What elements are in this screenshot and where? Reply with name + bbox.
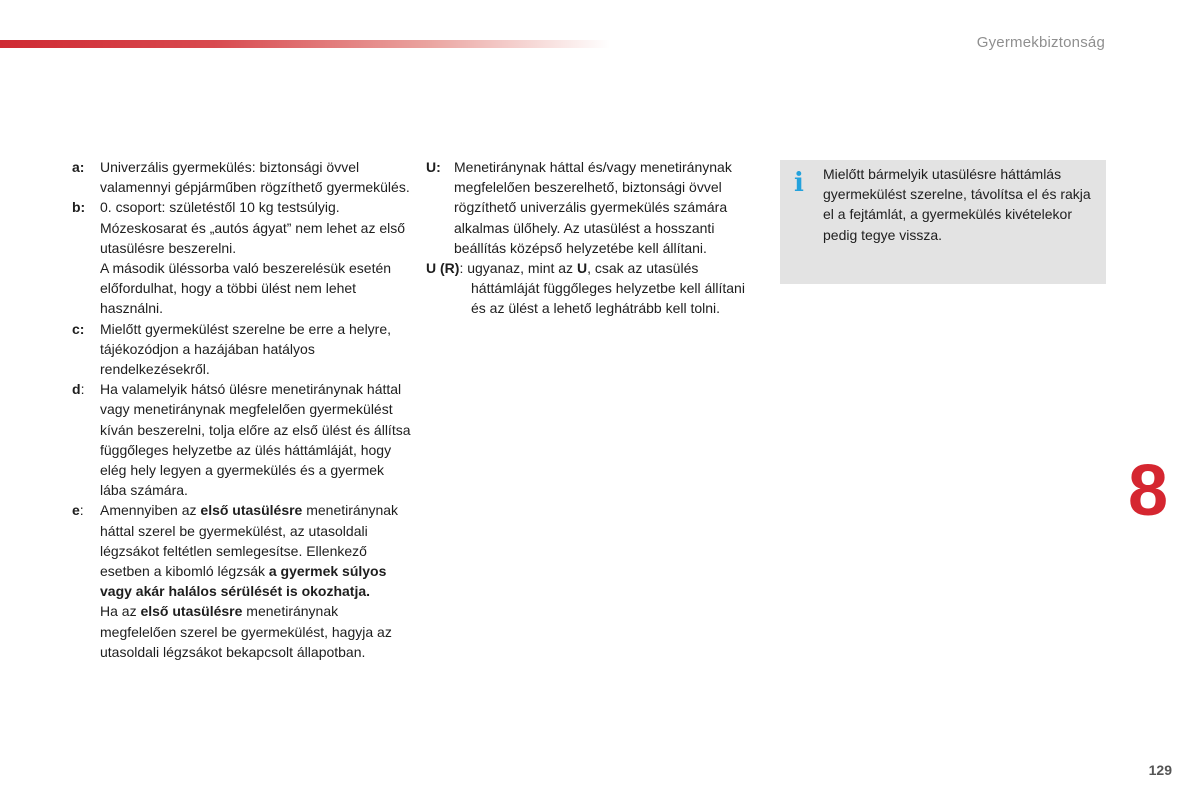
item-text-part: Amennyiben az xyxy=(100,502,201,519)
list-item-c xyxy=(72,319,412,380)
item-text: Mielőtt gyermekülést szerelne be erre a helyre, tájékozódjon a hazájában hatályos rendelkezésekről. xyxy=(100,320,392,378)
section-title: Gyermekbiztonság xyxy=(976,34,1105,51)
list-item-d xyxy=(72,379,412,500)
item-key: d: xyxy=(72,381,85,398)
list-item-b xyxy=(72,197,412,318)
item-text-part: : ugyanaz, mint az xyxy=(459,260,577,277)
item-text: Univerzális gyermekülés: biztonsági övvel valamennyi gépjárműben rögzíthető gyermekülés. xyxy=(100,159,410,196)
list-item-e xyxy=(72,500,412,662)
info-text: Mielőtt bármelyik utasülésre háttámlás gyermekülést szerelne, távolítsa el és rakja el a fejtámlát, a gyermekülés kivételekor pedig tegye vissza. xyxy=(823,166,1091,243)
info-box xyxy=(780,160,1106,284)
item-key: a: xyxy=(72,159,85,175)
left-column xyxy=(72,157,412,662)
item-text-part: menetiránynak megfelelően szerel be gyermekülést, hagyja az utasoldali légzsákot bekapcsolt állapotban. xyxy=(100,603,392,660)
item-text: háttámláját függőleges helyzetbe kell állítani és az ülést a lehető leghátrább kell tolni. xyxy=(471,280,745,317)
middle-column xyxy=(426,157,761,319)
item-body xyxy=(100,500,412,662)
header-accent-bar xyxy=(0,40,610,48)
item-emphasis: első utasülésre xyxy=(200,502,303,519)
list-item-a xyxy=(72,157,412,197)
info-icon: i xyxy=(794,168,804,198)
item-key: U: xyxy=(426,159,441,175)
item-body xyxy=(100,197,412,318)
item-key: c: xyxy=(72,320,85,337)
list-item-u xyxy=(426,157,761,258)
item-key: b: xyxy=(72,199,86,216)
item-first-line xyxy=(426,258,761,278)
item-text-part: , csak az utasülés xyxy=(587,260,699,277)
item-emphasis: első utasülésre xyxy=(140,603,243,620)
item-warning: a gyermek súlyos vagy akár halálos sérülését is okozhatja. xyxy=(100,563,387,600)
item-emphasis: U xyxy=(576,260,588,277)
item-text: 0. csoport: születéstől 10 kg testsúlyig. Mózeskosarat és „autós ágyat” nem lehet az első utasülésre beszerelni. xyxy=(100,199,406,256)
item-note: A második üléssorba való beszerelésük esetén előfordulhat, hogy a többi ülést nem lehet használni. xyxy=(100,260,392,317)
item-text: Menetiránynak háttal és/vagy menetiránynak megfelelően beszerelhető, biztonsági övvel rögzíthető univerzális gyermekülés számára alkalmas ülőhely. Az utasülést a hosszanti beállítás középső helyzetébe kell állítani. xyxy=(454,159,732,256)
chapter-number: 8 xyxy=(1128,451,1169,531)
item-text: Ha valamelyik hátsó ülésre menetiránynak háttal vagy menetiránynak megfelelően gyermekülést kíván beszerelni, tolja előre az első ülést és állítsa függőleges helyzetbe az ülés háttámláját, hogy elég hely legyen a gyermekülés és a gyermek lába számára. xyxy=(100,381,411,499)
item-text-part: menetiránynak háttal szerel be gyermekülést, az utasoldali légzsákot feltétlen semlegesítse. Ellenkező esetben a kibomló légzsák xyxy=(100,502,399,580)
item-text-part: Ha az xyxy=(100,603,141,620)
list-item-u-r xyxy=(426,258,761,319)
item-key: e: xyxy=(72,502,84,519)
item-key: U (R) xyxy=(426,260,460,277)
page-number: 129 xyxy=(1148,762,1172,778)
